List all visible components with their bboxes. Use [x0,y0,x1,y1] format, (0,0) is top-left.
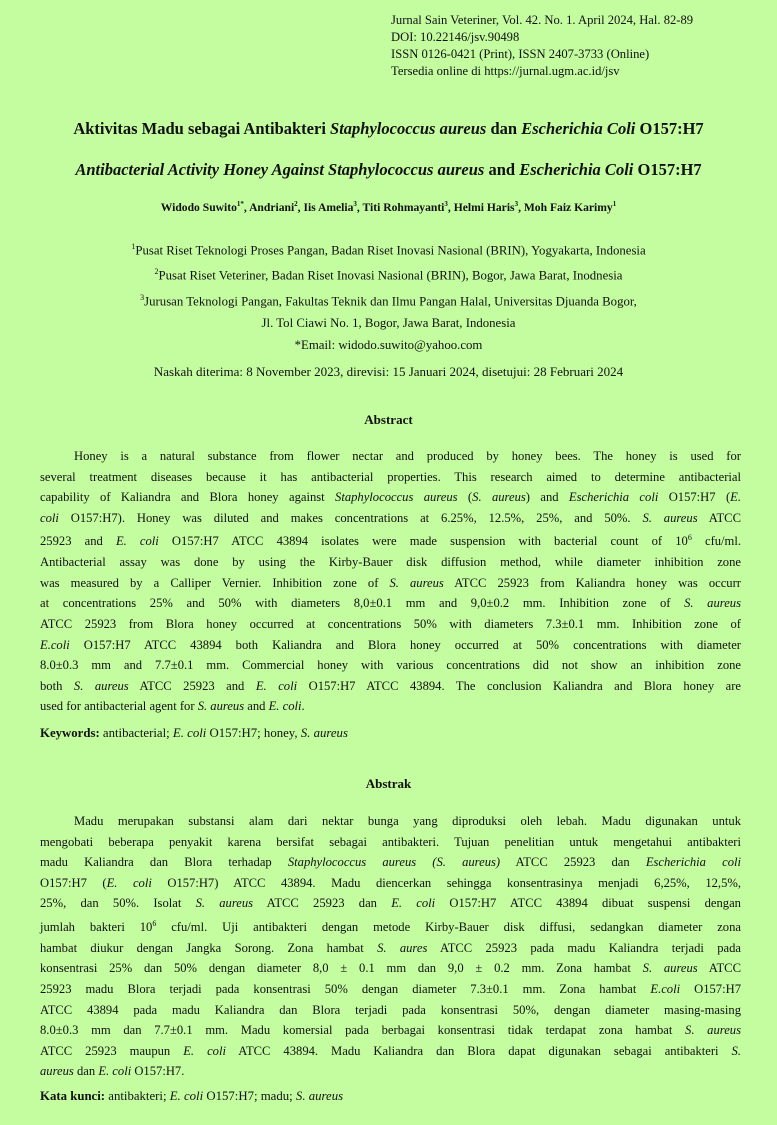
journal-doi: DOI: 10.22146/jsv.90498 [391,30,520,44]
paragraph-line [40,1061,741,1082]
text-run: konsentrasi 25% dan 50% dengan diameter 8,0 ± 0.1 mm dan 9,0 ± 0.2 mm. Zona hambat [40,961,643,976]
text-run: O157:H7. [131,1064,185,1079]
paragraph-line [40,446,741,467]
superscript: 6 [687,533,692,543]
italic-term: S. aureus [642,961,698,976]
text-run: at concentrations 25% and 50% with diameters 8,0±0.1 mm and 9,0±0.2 mm. Inhibition zone of [40,596,685,611]
author-affiliation-marker: 2 [294,200,298,208]
text-run: cfu/ml. Uji antibakteri dengan metode Kirby-Bauer disk diffusi, sedangkan diameter zona [156,920,741,935]
text-run: was measured by a Calliper Vernier. Inhibition zone of [40,575,390,590]
paragraph-line [40,573,741,594]
text-run: . [301,699,305,714]
italic-term: S. aureus [295,1089,344,1103]
title-en-species: Escherichia Coli [519,160,634,179]
italic-term: E. coli [268,699,302,714]
abstrak-heading: Abstrak [365,776,412,791]
paragraph-line [40,914,741,938]
text-run: used for antibacterial agent for [40,699,198,714]
paragraph-line [40,528,741,552]
author-name: Helmi Haris [453,200,515,214]
text-run: ATCC 25923 from Kaliandra honey was occurr [443,575,741,590]
paragraph-line [40,593,741,614]
title-en-part: Antibacterial Activity Honey Against [75,160,329,179]
journal-issn: ISSN 0126-0421 (Print), ISSN 2407-3733 (Online) [391,47,650,61]
paragraph-line [40,958,741,979]
text-run: ATCC 25923 dan [253,896,392,911]
affiliation-marker: 1 [131,242,136,251]
paragraph-line [40,635,741,656]
paragraph-line [40,1020,741,1041]
text-run: several treatment diseases because it has antibacterial properties. This research aimed to determine antibacterial [40,469,741,484]
affiliation-3 [0,287,777,312]
text-run: 8.0±0.3 mm and 7.7±0.1 mm. Commercial honey with various concentrations did not show an inhibition zone [40,658,741,673]
paragraph-line [40,1000,741,1021]
text-run: mengobati beberapa penyakit karena bersifat sebagai antibakteri. Tujuan penelitian untuk mengetahui antibakteri [40,834,741,849]
paragraph-line [40,487,741,508]
text-run: O157:H7) ATCC 43894. Madu diencerkan sehingga konsentrasinya menjadi 6,25%, 12,5%, [151,875,742,890]
affiliation-1 [0,236,777,261]
text-run: antibacterial; [99,726,173,740]
kata-kunci [40,1089,343,1104]
paragraph-line [40,811,741,832]
text-run: jumlah bakteri 10 [40,920,153,935]
text-run: ATCC 25923 pada madu Kaliandra terjadi pada [427,940,741,955]
title-indonesian [0,119,777,139]
italic-term: S. aureus [197,699,245,714]
author-affiliation-marker: 3 [444,200,448,208]
text-run: both [40,678,74,693]
text-run: madu Kaliandra dan Blora terhadap [40,855,288,870]
italic-term: E. [730,490,741,505]
keywords [40,726,348,741]
affiliation-2 [0,261,777,286]
affiliation-marker: 3 [140,292,145,302]
author-name: Andriani [249,200,295,214]
paragraph-line [40,696,741,717]
italic-term: S. aureus [685,1023,741,1038]
text-run: ATCC 43894. Madu Kaliandra dan Blora dapat digunakan sebagai antibakteri [225,1043,732,1058]
text-run: O157:H7 ATCC 43894. The conclusion Kaliandra and Blora honey are [297,678,741,693]
author-name: Moh Faiz Karimy [523,200,613,214]
author-affiliation-marker: 3 [514,200,519,208]
paragraph-line [40,873,741,894]
affiliation-text: Pusat Riset Veteriner, Badan Riset Inovasi Nasional (BRIN), Bogor, Jawa Barat, Inodnesia [158,268,623,283]
text-run: Madu merupakan substansi alam dari nektar bunga yang diproduksi oleh lebah. Madu digunakan untuk [74,814,741,828]
journal-citation: Jurnal Sain Veteriner, Vol. 42. No. 1. April 2024, Hal. 82-89 [391,13,694,27]
title-id-part: Aktivitas Madu sebagai Antibakteri [73,119,331,138]
text-run: 25%, dan 50%. Isolat [40,896,196,911]
paragraph-line [40,552,741,573]
paragraph-line [40,938,741,959]
author-affiliation-marker: 3 [353,200,357,208]
title-id-species: Escherichia Coli [521,119,636,138]
paragraph-line [40,676,741,697]
italic-term: S. aureus [642,510,698,525]
paragraph-line [40,508,741,529]
italic-term: E. coli [115,534,159,549]
italic-term: S. aures [377,940,428,955]
affiliation-text: Jurusan Teknologi Pangan, Fakultas Teknik dan Ilmu Pangan Halal, Universitas Djuanda Bogor, [144,293,637,308]
italic-term: E. coli [169,1089,204,1103]
text-run: O157:H7 ( [658,490,731,505]
author-separator: , [356,200,363,214]
italic-term: E. coli [183,1043,226,1058]
text-run: O157:H7 ATCC 43894 both Kaliandra and Blora honey occurred at 50% concentrations with diameter [69,637,741,652]
affiliation-marker: 2 [154,267,159,277]
text-run: O157:H7 ATCC 43894 isolates were made suspension with bacterial count of 10 [158,534,688,549]
paragraph-line [40,467,741,488]
text-run: O157:H7 [680,981,741,996]
journal-header [391,12,693,80]
italic-term: Escherichia coli [645,855,742,870]
italic-term: E.coli [650,981,681,996]
author-name: Iis Amelia [303,200,354,214]
text-run: hambat diukur dengan Jangka Sorong. Zona hambat [40,940,378,955]
text-run: capability of Kaliandra and Blora honey against [40,490,336,505]
manuscript-dates: Naskah diterima: 8 November 2023, direvisi: 15 Januari 2024, disetujui: 28 Februari 2024 [153,364,624,379]
text-run: 25923 and [40,534,116,549]
title-english [0,160,777,180]
author-separator: , [297,200,304,214]
author-separator: , [518,200,524,214]
title-id-part: dan [486,119,522,138]
italic-term: E. coli [391,896,436,911]
italic-term: aureus [40,1064,74,1079]
author-name: Titi Rohmayanti [362,200,445,214]
italic-term: E. coli [98,1064,132,1079]
author-affiliation-marker: 1 [612,200,617,208]
superscript: 6 [152,918,157,928]
text-run: ATCC 25923 and [128,678,256,693]
italic-term: S. aureus [472,490,526,505]
text-run: O157:H7 ( [40,875,107,890]
text-run: O157:H7). Honey was diluted and makes concentrations at 6.25%, 12.5%, 25%, and 50%. [58,510,643,525]
paragraph-line [40,979,741,1000]
italic-term: S. aureus [389,575,444,590]
title-en-part: O157:H7 [633,160,702,179]
author-name: Widodo Suwito [160,200,237,214]
italic-term: E. coli [255,678,298,693]
affiliation-text: Pusat Riset Teknologi Proses Pangan, Badan Riset Inovasi Nasional (BRIN), Yogyakarta, Indonesia [135,243,646,258]
italic-term: Staphylococcus aureus [335,490,458,505]
affiliation-3-address: Jl. Tol Ciawi No. 1, Bogor, Jawa Barat, Indonesia [261,315,516,330]
paragraph-line [40,1041,741,1062]
text-run: O157:H7; madu; [203,1089,296,1103]
italic-term: E. coli [172,726,207,740]
author-separator: , [447,200,454,214]
text-run: Antibacterial assay was done by using the Kirby-Bauer disk diffusion method, while diameter inhibition zone [40,555,741,570]
abstract-body [40,446,741,717]
italic-term: Escherichia coli [568,490,659,505]
text-run: cfu/ml. [691,534,741,549]
italic-term: S. aureus [73,678,129,693]
italic-term: E.coli [40,637,70,652]
paragraph-line [40,852,741,873]
text-run: O157:H7 ATCC 43894 dibuat suspensi dengan [435,896,741,911]
text-run: ATCC [697,510,741,525]
abstract-heading: Abstract [364,412,413,427]
text-run: 25923 madu Blora terjadi pada konsentrasi 50% dengan diameter 7.3±0.1 mm. Zona hambat [40,981,651,996]
author-affiliation-marker: 1* [236,200,244,208]
italic-term: S. aureus [195,896,254,911]
text-run: antibakteri; [105,1089,170,1103]
title-en-part: and [484,160,520,179]
abstrak-body [40,811,741,1082]
keywords-label: Keywords: [40,726,100,740]
text-run: Honey is a natural substance from flower nectar and produced by honey bees. The honey is used for [74,449,741,463]
affiliations [0,236,777,356]
text-run: ATCC 25923 from Blora honey occurred at concentrations 50% with diameters 7.3±0.1 mm. Inhibition zone of [40,616,741,631]
italic-term: S. aureus [300,726,348,740]
keywords-label: Kata kunci: [40,1089,106,1103]
italic-term: S. [731,1043,741,1058]
italic-term: coli [40,510,59,525]
text-run: ATCC 43894 pada madu Kaliandra dan Blora terjadi pada konsentrasi 50%, dengan diameter masing-masing [40,1002,741,1017]
text-run: ) and [525,490,569,505]
paragraph-line [40,655,741,676]
author-separator: , [243,200,250,214]
text-run: 8.0±0.3 mm dan 7.7±0.1 mm. Madu komersial pada berbagai konsentrasi tidak terdapat zona hambat [40,1023,686,1038]
italic-term: Staphylococcus aureus (S. aureus) [287,855,501,870]
text-run: ( [457,490,473,505]
title-id-species: Staphylococcus aureus [330,119,487,138]
text-run: and [244,699,269,714]
email-address: widodo.suwito@yahoo.com [335,337,483,352]
text-run: O157:H7; honey, [206,726,301,740]
paragraph-line [40,614,741,635]
corresponding-email [0,334,777,356]
text-run: ATCC 25923 dan [500,855,646,870]
journal-online: Tersedia online di https://jurnal.ugm.ac.id/jsv [391,64,620,78]
title-id-part: O157:H7 [635,119,704,138]
text-run: ATCC [697,961,741,976]
title-en-species: Staphylococcus aureus [328,160,485,179]
text-run: ATCC 25923 maupun [40,1043,184,1058]
paragraph-line [40,893,741,914]
text-run: dan [73,1064,99,1079]
email-label: *Email: [294,337,336,352]
paragraph-line [40,832,741,853]
author-list [0,200,777,214]
italic-term: E. coli [106,875,152,890]
italic-term: S. aureus [684,596,741,611]
